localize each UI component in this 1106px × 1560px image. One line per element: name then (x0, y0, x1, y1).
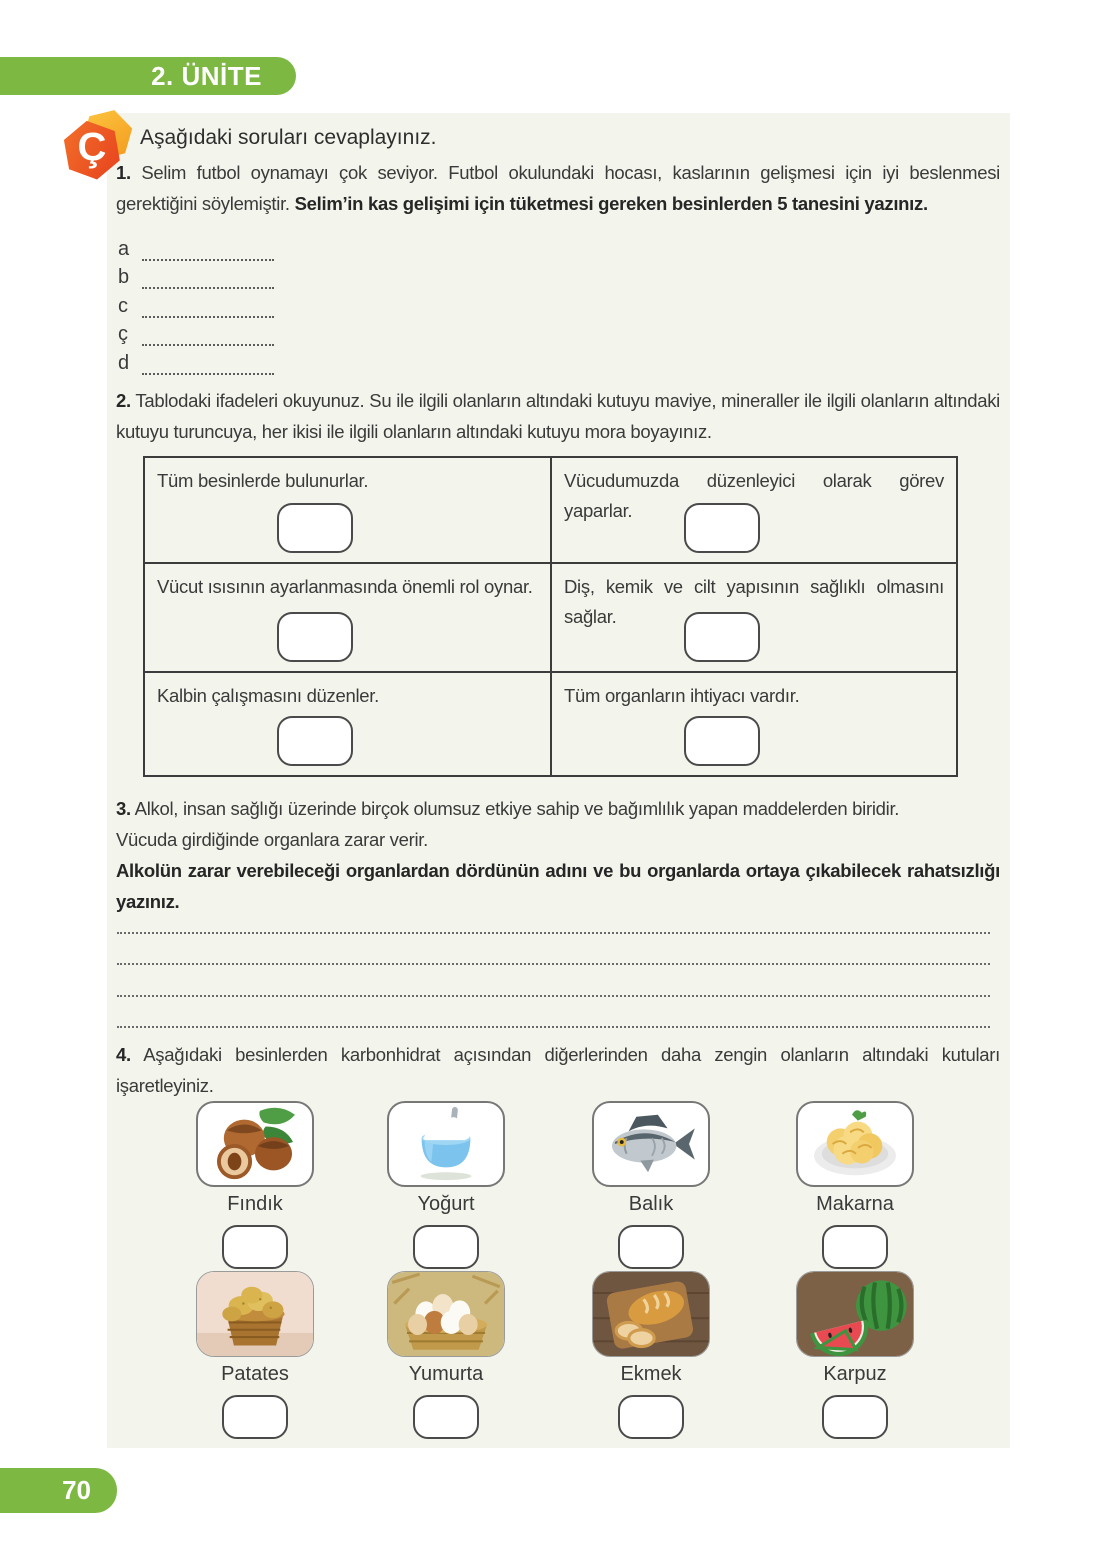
table-cell: Vücut ısısının ayarlanmasında önemli rol oynar. (145, 564, 552, 673)
question-4-text: 4. Aşağıdaki besinlerden karbonhidrat açısından diğerlerinden daha zengin olanların altındaki kutuları işaretleyiniz. (116, 1044, 1000, 1096)
color-box-3[interactable] (277, 612, 353, 662)
food-label: Fındık (227, 1193, 283, 1215)
question-2-text: 2. Tablodaki ifadeleri okuyunuz. Su ile ilgili olanların altındaki kutuyu maviye, mineraller ile ilgili olanların altındaki kutuyu turuncuya, her ikisi ile ilgili olanların altındaki kutuyu mora boyayınız. (116, 390, 1000, 442)
answer-line-d[interactable] (142, 353, 274, 375)
write-line-3[interactable] (117, 965, 990, 997)
yogurt-image (392, 1105, 500, 1183)
page-number-pill (0, 1468, 117, 1513)
write-line-4[interactable] (117, 997, 990, 1029)
question-1-text: 1. Selim futbol oynamayı çok seviyor. Futbol okulundaki hocası, kaslarının gelişmesi için iyi beslenmesi gerektiğini söylemiştir. Selim’in kas gelişimi için tüketmesi gereken besinlerden 5 tanesini yazınız. (116, 162, 1000, 214)
food-label: Patates (221, 1363, 289, 1385)
question-3-text: 3. Alkol, insan sağlığı üzerinde birçok olumsuz etkiye sahip ve bağımlılık yapan maddelerden biridir. Vücuda girdiğinde organlara zarar verir. (116, 798, 900, 850)
food-item-yogurt (381, 1101, 511, 1269)
balik-image-box (592, 1101, 710, 1187)
answer-row-b: b (118, 261, 274, 290)
findik-image-box (196, 1101, 314, 1187)
table-cell: Tüm besinlerde bulunurlar. (145, 458, 552, 564)
answer-row-a: a (118, 232, 274, 261)
answer-line-c[interactable] (142, 296, 274, 318)
karpuz-image-box (796, 1271, 914, 1357)
ekmek-image-box (592, 1271, 710, 1357)
makarna-image-box (796, 1101, 914, 1187)
answer-line-cc[interactable] (142, 324, 274, 346)
checkbox-balik[interactable] (618, 1225, 684, 1269)
fish-image (597, 1105, 705, 1183)
intro-instruction: Aşağıdaki soruları cevaplayınız. (140, 126, 437, 149)
food-item-patates (190, 1271, 320, 1439)
answer-line-b[interactable] (142, 267, 274, 289)
food-item-makarna (790, 1101, 920, 1269)
food-item-yumurta (381, 1271, 511, 1439)
table-cell: Kalbin çalışmasını düzenler. (145, 673, 552, 775)
food-item-ekmek (586, 1271, 716, 1439)
answer-row-cc: ç (118, 318, 274, 347)
answer-row-d: d (118, 346, 274, 375)
checkbox-ekmek[interactable] (618, 1395, 684, 1439)
potatoes-image (197, 1272, 313, 1356)
checkbox-makarna[interactable] (822, 1225, 888, 1269)
watermelon-image (797, 1272, 913, 1356)
pasta-image (801, 1105, 909, 1183)
food-label: Yoğurt (417, 1193, 475, 1215)
hazelnut-image (201, 1105, 309, 1183)
food-label: Balık (628, 1193, 674, 1215)
color-box-2[interactable] (684, 503, 760, 553)
food-label: Makarna (816, 1193, 894, 1215)
unit-title: 2. ÜNİTE (151, 60, 262, 91)
food-item-balik (586, 1101, 716, 1269)
food-label: Yumurta (408, 1363, 484, 1385)
checkbox-patates[interactable] (222, 1395, 288, 1439)
question-1-answers (118, 232, 274, 375)
answer-line-a[interactable] (142, 239, 274, 261)
statements-table (143, 456, 958, 777)
badge-letter: Ç (77, 124, 107, 169)
content-panel (77, 113, 1010, 1448)
food-label: Ekmek (620, 1363, 682, 1385)
color-box-4[interactable] (684, 612, 760, 662)
checkbox-yogurt[interactable] (413, 1225, 479, 1269)
write-line-2[interactable] (117, 934, 990, 966)
table-cell: Diş, kemik ve cilt yapısının sağlıklı olmasını sağlar. (552, 564, 956, 673)
bread-image (593, 1272, 709, 1356)
food-label: Karpuz (823, 1363, 887, 1385)
table-cell: Tüm organların ihtiyacı vardır. (552, 673, 956, 775)
eggs-image (388, 1272, 504, 1356)
color-box-5[interactable] (277, 716, 353, 766)
food-item-findik (190, 1101, 320, 1269)
color-box-6[interactable] (684, 716, 760, 766)
color-box-1[interactable] (277, 503, 353, 553)
yogurt-image-box (387, 1101, 505, 1187)
yumurta-image-box (387, 1271, 505, 1357)
checkbox-yumurta[interactable] (413, 1395, 479, 1439)
write-line-1[interactable] (117, 902, 990, 934)
patates-image-box (196, 1271, 314, 1357)
question-3-answer-area (117, 902, 990, 1028)
checkbox-findik[interactable] (222, 1225, 288, 1269)
answer-row-c: c (118, 289, 274, 318)
page-number: 70 (62, 1475, 91, 1505)
unit-header-bar (0, 57, 296, 95)
question-3-bold-text: Alkolün zarar verebileceği organlardan dördünün adını ve bu organlarda ortaya çıkabilecek rahatsızlığı yazınız. (116, 860, 1000, 912)
table-cell: Vücudumuzda düzenleyici olarak görev yaparlar. (552, 458, 956, 564)
checkbox-karpuz[interactable] (822, 1395, 888, 1439)
food-item-karpuz (790, 1271, 920, 1439)
